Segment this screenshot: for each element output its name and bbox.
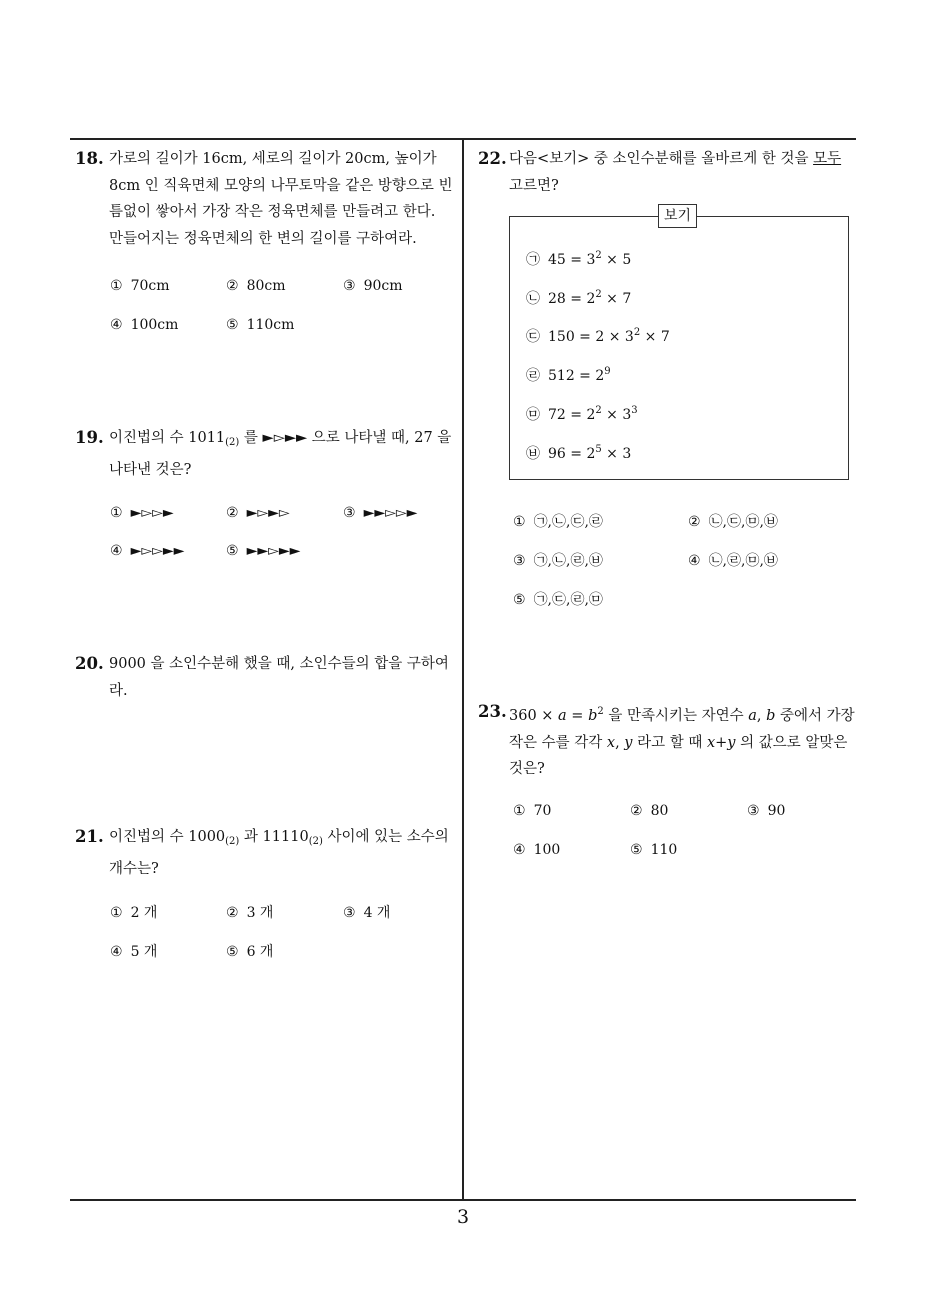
expr: × 7: [601, 291, 632, 307]
bogi-item-4: [526, 365, 611, 385]
question-number: 18.: [75, 149, 104, 168]
choice-text: 90cm: [363, 278, 403, 294]
stem-text: 를 ►▻►► 으로 나타낼 때, 27 을: [239, 430, 452, 446]
stem-line: [109, 425, 460, 457]
math-var: y: [624, 734, 633, 751]
choice-text: 70: [533, 803, 552, 819]
stem-line: 개수는?: [109, 860, 159, 877]
expr: 512 = 2: [548, 368, 605, 384]
choice-5[interactable]: [226, 941, 273, 961]
choice-text: 110: [650, 842, 678, 858]
choice-mark: ④: [688, 553, 701, 569]
choice-1[interactable]: [110, 902, 157, 922]
choice-3[interactable]: [343, 902, 390, 922]
bogi-item-5: [526, 404, 638, 424]
stem-text: 라고 할 때: [632, 734, 707, 751]
choice-mark: ④: [513, 842, 526, 858]
stem-line: 틈없이 쌓아서 가장 작은 정육면체를 만들려고 한다.: [109, 204, 436, 220]
expr: 150 = 2 × 3: [548, 329, 634, 345]
question-stem: [109, 425, 460, 483]
choice-3[interactable]: [747, 803, 785, 819]
bogi-mark: ㉤: [526, 407, 540, 423]
page-number: 3: [456, 1206, 470, 1228]
bogi-mark: ㉠: [526, 252, 540, 268]
expr: × 3: [601, 446, 632, 462]
question-stem: [109, 824, 460, 882]
choice-text: 4 개: [363, 905, 391, 921]
question-stem: [109, 146, 460, 252]
bogi-item-2: [526, 288, 631, 308]
choice-text: ㉡,㉣,㉤,㉥: [708, 553, 778, 569]
choice-mark: ③: [343, 278, 356, 294]
choice-3[interactable]: [513, 550, 603, 570]
choice-mark: ①: [110, 278, 123, 294]
math-var: b: [588, 708, 598, 724]
bogi-mark: ㉥: [526, 446, 540, 462]
choice-mark: ⑤: [226, 543, 239, 559]
choice-text: 2 개: [130, 905, 158, 921]
exponent: 2: [597, 706, 604, 717]
exponent: 2: [595, 405, 602, 416]
choice-text: 70cm: [130, 278, 170, 294]
choice-3[interactable]: [343, 505, 417, 521]
choice-mark: ④: [110, 944, 123, 960]
choice-text: ㉠,㉢,㉣,㉤: [533, 592, 603, 608]
stem-line: 고르면?: [509, 177, 559, 194]
question-number: 22.: [478, 149, 507, 168]
stem-line: 가로의 길이가 16cm, 세로의 길이가 20cm, 높이가: [109, 151, 437, 167]
math-expr: x+y: [706, 734, 736, 751]
expr: × 3: [601, 407, 632, 423]
exponent: 2: [595, 250, 602, 261]
stem-line: 나타낸 것은?: [109, 461, 192, 478]
stem-text: 의 값으로 알맞은: [735, 734, 848, 751]
bottom-rule: [70, 1199, 856, 1201]
stem-text: 다음<보기> 중 소인수분해를 올바르게 한 것을: [509, 151, 814, 167]
choice-2[interactable]: [226, 505, 290, 521]
choice-text: ►►▻▻►: [363, 505, 418, 521]
stem-text: 이진법의 수 1011: [109, 430, 226, 446]
bogi-item-3: [526, 326, 670, 346]
stem-line: [509, 699, 863, 730]
choice-text: 90: [767, 803, 786, 819]
choice-mark: ②: [630, 803, 643, 819]
exponent: 3: [631, 405, 638, 416]
stem-text: 360 ×: [509, 708, 559, 724]
choice-1[interactable]: [513, 803, 551, 819]
question-23: [478, 699, 863, 783]
choice-5[interactable]: [630, 842, 677, 858]
question-18: [75, 146, 460, 252]
question-number: 19.: [75, 428, 104, 447]
expr: 72 = 2: [548, 407, 596, 423]
choice-2[interactable]: [226, 902, 273, 922]
choice-text: 80cm: [246, 278, 286, 294]
choice-text: ►▻▻►►: [130, 543, 185, 559]
stem-text: 이진법의 수 1000: [109, 829, 226, 845]
choice-text: ㉠,㉡,㉢,㉣: [533, 514, 603, 530]
question-number: 20.: [75, 654, 104, 673]
stem-line: 만들어지는 정육면체의 한 변의 길이를 구하여라.: [109, 230, 417, 247]
choice-text: ►►▻►►: [246, 543, 301, 559]
question-22: [478, 146, 863, 199]
expr: 28 = 2: [548, 291, 596, 307]
choice-4[interactable]: [110, 317, 178, 333]
choice-4[interactable]: [513, 842, 560, 858]
question-stem: [509, 146, 863, 199]
choice-mark: ③: [343, 905, 356, 921]
stem-text: 사이에 있는 소수의: [322, 829, 449, 845]
base-subscript: (2): [308, 836, 323, 847]
choice-mark: ④: [110, 543, 123, 559]
choice-mark: ④: [110, 317, 123, 333]
bogi-item-6: [526, 443, 631, 463]
stem-text: 을 만족시키는 자연수: [603, 708, 749, 724]
stem-text: ,: [756, 708, 767, 724]
choice-mark: ③: [343, 505, 356, 521]
choice-mark: ⑤: [513, 592, 526, 608]
stem-text: =: [566, 708, 589, 724]
choice-mark: ②: [688, 514, 701, 530]
choice-mark: ⑤: [630, 842, 643, 858]
bogi-mark: ㉡: [526, 291, 540, 307]
stem-line: 라.: [109, 682, 128, 699]
question-21: [75, 824, 460, 882]
stem-text: 작은 수를 각각: [509, 734, 607, 751]
exponent: 2: [633, 327, 641, 338]
base-subscript: (2): [225, 437, 240, 448]
choice-text: 3 개: [246, 905, 274, 921]
stem-text: 중에서 가장: [775, 708, 855, 724]
choice-mark: ②: [226, 278, 239, 294]
choice-mark: ①: [513, 514, 526, 530]
choice-mark: ②: [226, 505, 239, 521]
stem-line: [509, 730, 863, 757]
math-var: x: [606, 734, 616, 751]
choice-mark: ②: [226, 905, 239, 921]
question-stem: [509, 699, 863, 783]
stem-line: [509, 146, 863, 173]
question-19: [75, 425, 460, 483]
stem-line: 8cm 인 직육면체 모양의 나무토막을 같은 방향으로 빈: [109, 177, 453, 194]
choice-mark: ①: [513, 803, 526, 819]
choice-text: 80: [650, 803, 669, 819]
stem-line: 것은?: [509, 761, 545, 777]
exponent: 5: [595, 444, 602, 455]
bogi-mark: ㉢: [526, 329, 540, 345]
base-subscript: (2): [225, 836, 240, 847]
choice-mark: ①: [110, 905, 123, 921]
choice-2[interactable]: [630, 803, 668, 819]
choice-2[interactable]: [688, 511, 778, 531]
choice-text: 100: [533, 842, 561, 858]
choice-text: 5 개: [130, 944, 158, 960]
stem-line: 9000 을 소인수분해 했을 때, 소인수들의 합을 구하여: [109, 656, 449, 672]
question-20: [75, 651, 460, 704]
choice-text: 100cm: [130, 317, 179, 333]
choice-1[interactable]: [110, 278, 170, 294]
choice-4[interactable]: [110, 543, 184, 559]
bogi-item-1: [526, 249, 631, 269]
math-var: b: [766, 708, 776, 724]
choice-5[interactable]: [226, 543, 300, 559]
question-number: 23.: [478, 702, 507, 721]
choice-4[interactable]: [688, 550, 778, 570]
choice-5[interactable]: [513, 589, 603, 609]
choice-text: 6 개: [246, 944, 274, 960]
choice-2[interactable]: [226, 278, 286, 294]
bogi-title: 보기: [658, 204, 697, 228]
choice-1[interactable]: [110, 505, 174, 521]
choice-text: ►▻►▻: [246, 505, 290, 521]
stem-text: ,: [615, 734, 625, 751]
math-var: a: [748, 708, 757, 724]
exponent: 9: [604, 366, 611, 377]
question-stem: [109, 651, 460, 704]
choice-4[interactable]: [110, 941, 157, 961]
choice-5[interactable]: [226, 317, 294, 333]
choice-text: 110cm: [246, 317, 295, 333]
stem-line: [109, 824, 460, 856]
expr: × 5: [601, 252, 632, 268]
expr: × 7: [640, 329, 670, 345]
bogi-mark: ㉣: [526, 368, 540, 384]
expr: 45 = 3: [548, 252, 596, 268]
choice-mark: ⑤: [226, 944, 239, 960]
choice-text: ㉡,㉢,㉤,㉥: [708, 514, 778, 530]
underlined-word: 모두: [813, 151, 842, 167]
stem-text: 과 11110: [239, 829, 309, 845]
choice-text: ㉠,㉡,㉣,㉥: [533, 553, 603, 569]
column-divider: [462, 139, 464, 1200]
choice-mark: ③: [513, 553, 526, 569]
question-number: 21.: [75, 827, 104, 846]
math-var: a: [558, 708, 567, 724]
expr: 96 = 2: [548, 446, 596, 462]
choice-3[interactable]: [343, 278, 403, 294]
choice-1[interactable]: [513, 511, 603, 531]
choice-mark: ⑤: [226, 317, 239, 333]
choice-mark: ③: [747, 803, 760, 819]
choice-mark: ①: [110, 505, 123, 521]
exponent: 2: [595, 289, 602, 300]
choice-text: ►▻▻►: [130, 505, 174, 521]
